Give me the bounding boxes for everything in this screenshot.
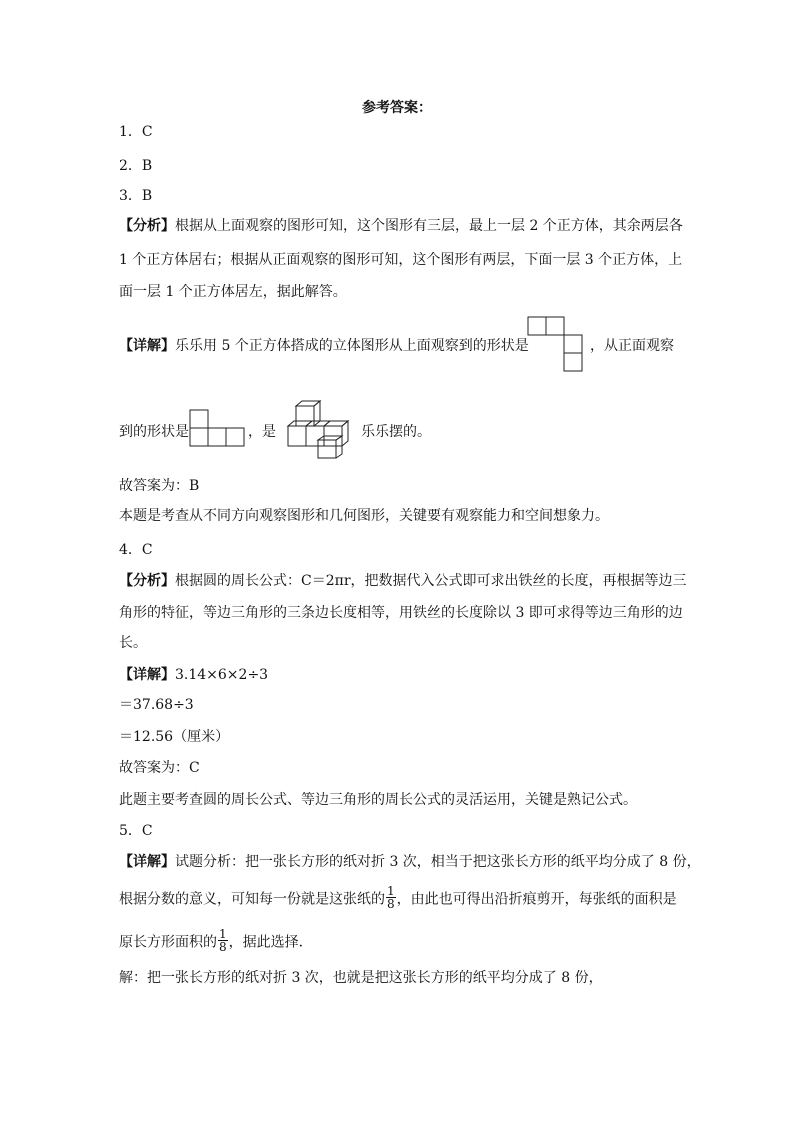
q3-detail-line-2a: 到的形状是: [119, 424, 189, 440]
front-view-square: [190, 410, 208, 428]
cube-face: [296, 406, 314, 426]
front-view-figure: [188, 408, 248, 450]
answer-3: 3．B: [119, 188, 153, 204]
front-view-square: [226, 428, 244, 446]
q4-summary: 此题主要考查圆的周长公式、等边三角形的周长公式的灵活运用，关键是熟记公式。: [119, 792, 637, 808]
q5-detail-line-3: 原长方形面积的 $\frac{1}{8}$ ，据此选择．: [119, 927, 313, 954]
cube-face: [318, 440, 336, 458]
detail-tag: 【详解】: [119, 854, 175, 870]
cube-face: [288, 426, 306, 446]
page-title: 参考答案：: [362, 100, 432, 116]
q4-analysis-line-3: 长。: [119, 635, 147, 651]
front-view-square: [190, 428, 208, 446]
cube-face: [306, 426, 324, 446]
detail-tag: 【详解】: [119, 667, 175, 683]
q4-detail-calc-2: ＝37.68÷3: [119, 697, 194, 713]
solid-cube-figure: [284, 398, 358, 462]
cube-side: [314, 401, 320, 426]
cube-side: [336, 436, 342, 458]
q5-detail-line-2: 根据分数的意义，可知每一份就是这张纸的 $\frac{1}{8}$ ，由此也可得出沿折痕剪开，每张纸的面积是: [119, 884, 677, 911]
q3-summary: 本题是考查从不同方向观察图形和几何图形，关键要有观察能力和空间想象力。: [119, 508, 609, 524]
top-view-figure: [527, 316, 587, 376]
top-view-square: [528, 317, 546, 335]
q4-conclusion: 故答案为：C: [119, 760, 200, 776]
q5-solution: 解：把一张长方形的纸对折 3 次，也就是把这张长方形的纸平均分成了 8 份，: [119, 970, 603, 986]
q3-detail-line-1: 【详解】乐乐用 5 个正方体搭成的立体图形从上面观察到的形状是: [119, 338, 529, 354]
top-view-square: [546, 317, 564, 335]
detail-tag: 【详解】: [119, 338, 175, 354]
answer-4: 4．C: [119, 542, 153, 558]
top-view-square: [564, 353, 582, 371]
analysis-tag: 【分析】: [119, 218, 175, 234]
q3-analysis-line-2: 1 个正方体居右；根据从正面观察的图形可知，这个图形有两层，下面一层 3 个正方体，上: [119, 252, 683, 268]
analysis-tag: 【分析】: [119, 573, 175, 589]
fraction-one-eighth: $\frac{1}{8}$: [387, 884, 395, 911]
answer-2: 2．B: [119, 158, 153, 174]
top-view-square: [564, 335, 582, 353]
q3-conclusion: 故答案为：B: [119, 478, 200, 494]
q4-detail-calc-3: ＝12.56（厘米）: [119, 729, 230, 745]
q4-detail-calc-1: 【详解】3.14×6×2÷3: [119, 667, 269, 683]
answer-5: 5．C: [119, 823, 153, 839]
q3-analysis-line-3: 面一层 1 个正方体居左，据此解答。: [119, 284, 347, 300]
q5-detail-line-1: 【详解】试题分析：把一张长方形的纸对折 3 次，相当于把这张长方形的纸平均分成了 8 份，: [119, 854, 701, 870]
q3-detail-line-1-end: ，从正面观察: [590, 338, 674, 354]
front-view-square: [208, 428, 226, 446]
fraction-one-eighth: $\frac{1}{8}$: [219, 927, 227, 954]
q4-analysis-line-2: 角形的特征，等边三角形的三条边长度相等，用铁丝的长度除以 3 即可求得等边三角形的边: [119, 605, 683, 621]
answer-1: 1．C: [119, 124, 153, 140]
q4-analysis-line-1: 【分析】根据圆的周长公式：C＝2πr，把数据代入公式即可求出铁丝的长度，再根据等边三: [119, 573, 687, 589]
q3-detail-line-2b: ，是: [248, 424, 276, 440]
q3-analysis-line-1: 【分析】根据从上面观察的图形可知，这个图形有三层，最上一层 2 个正方体，其余两层各: [119, 218, 683, 234]
cube-side: [342, 421, 348, 446]
q3-detail-line-2c: 乐乐摆的。: [361, 424, 431, 440]
